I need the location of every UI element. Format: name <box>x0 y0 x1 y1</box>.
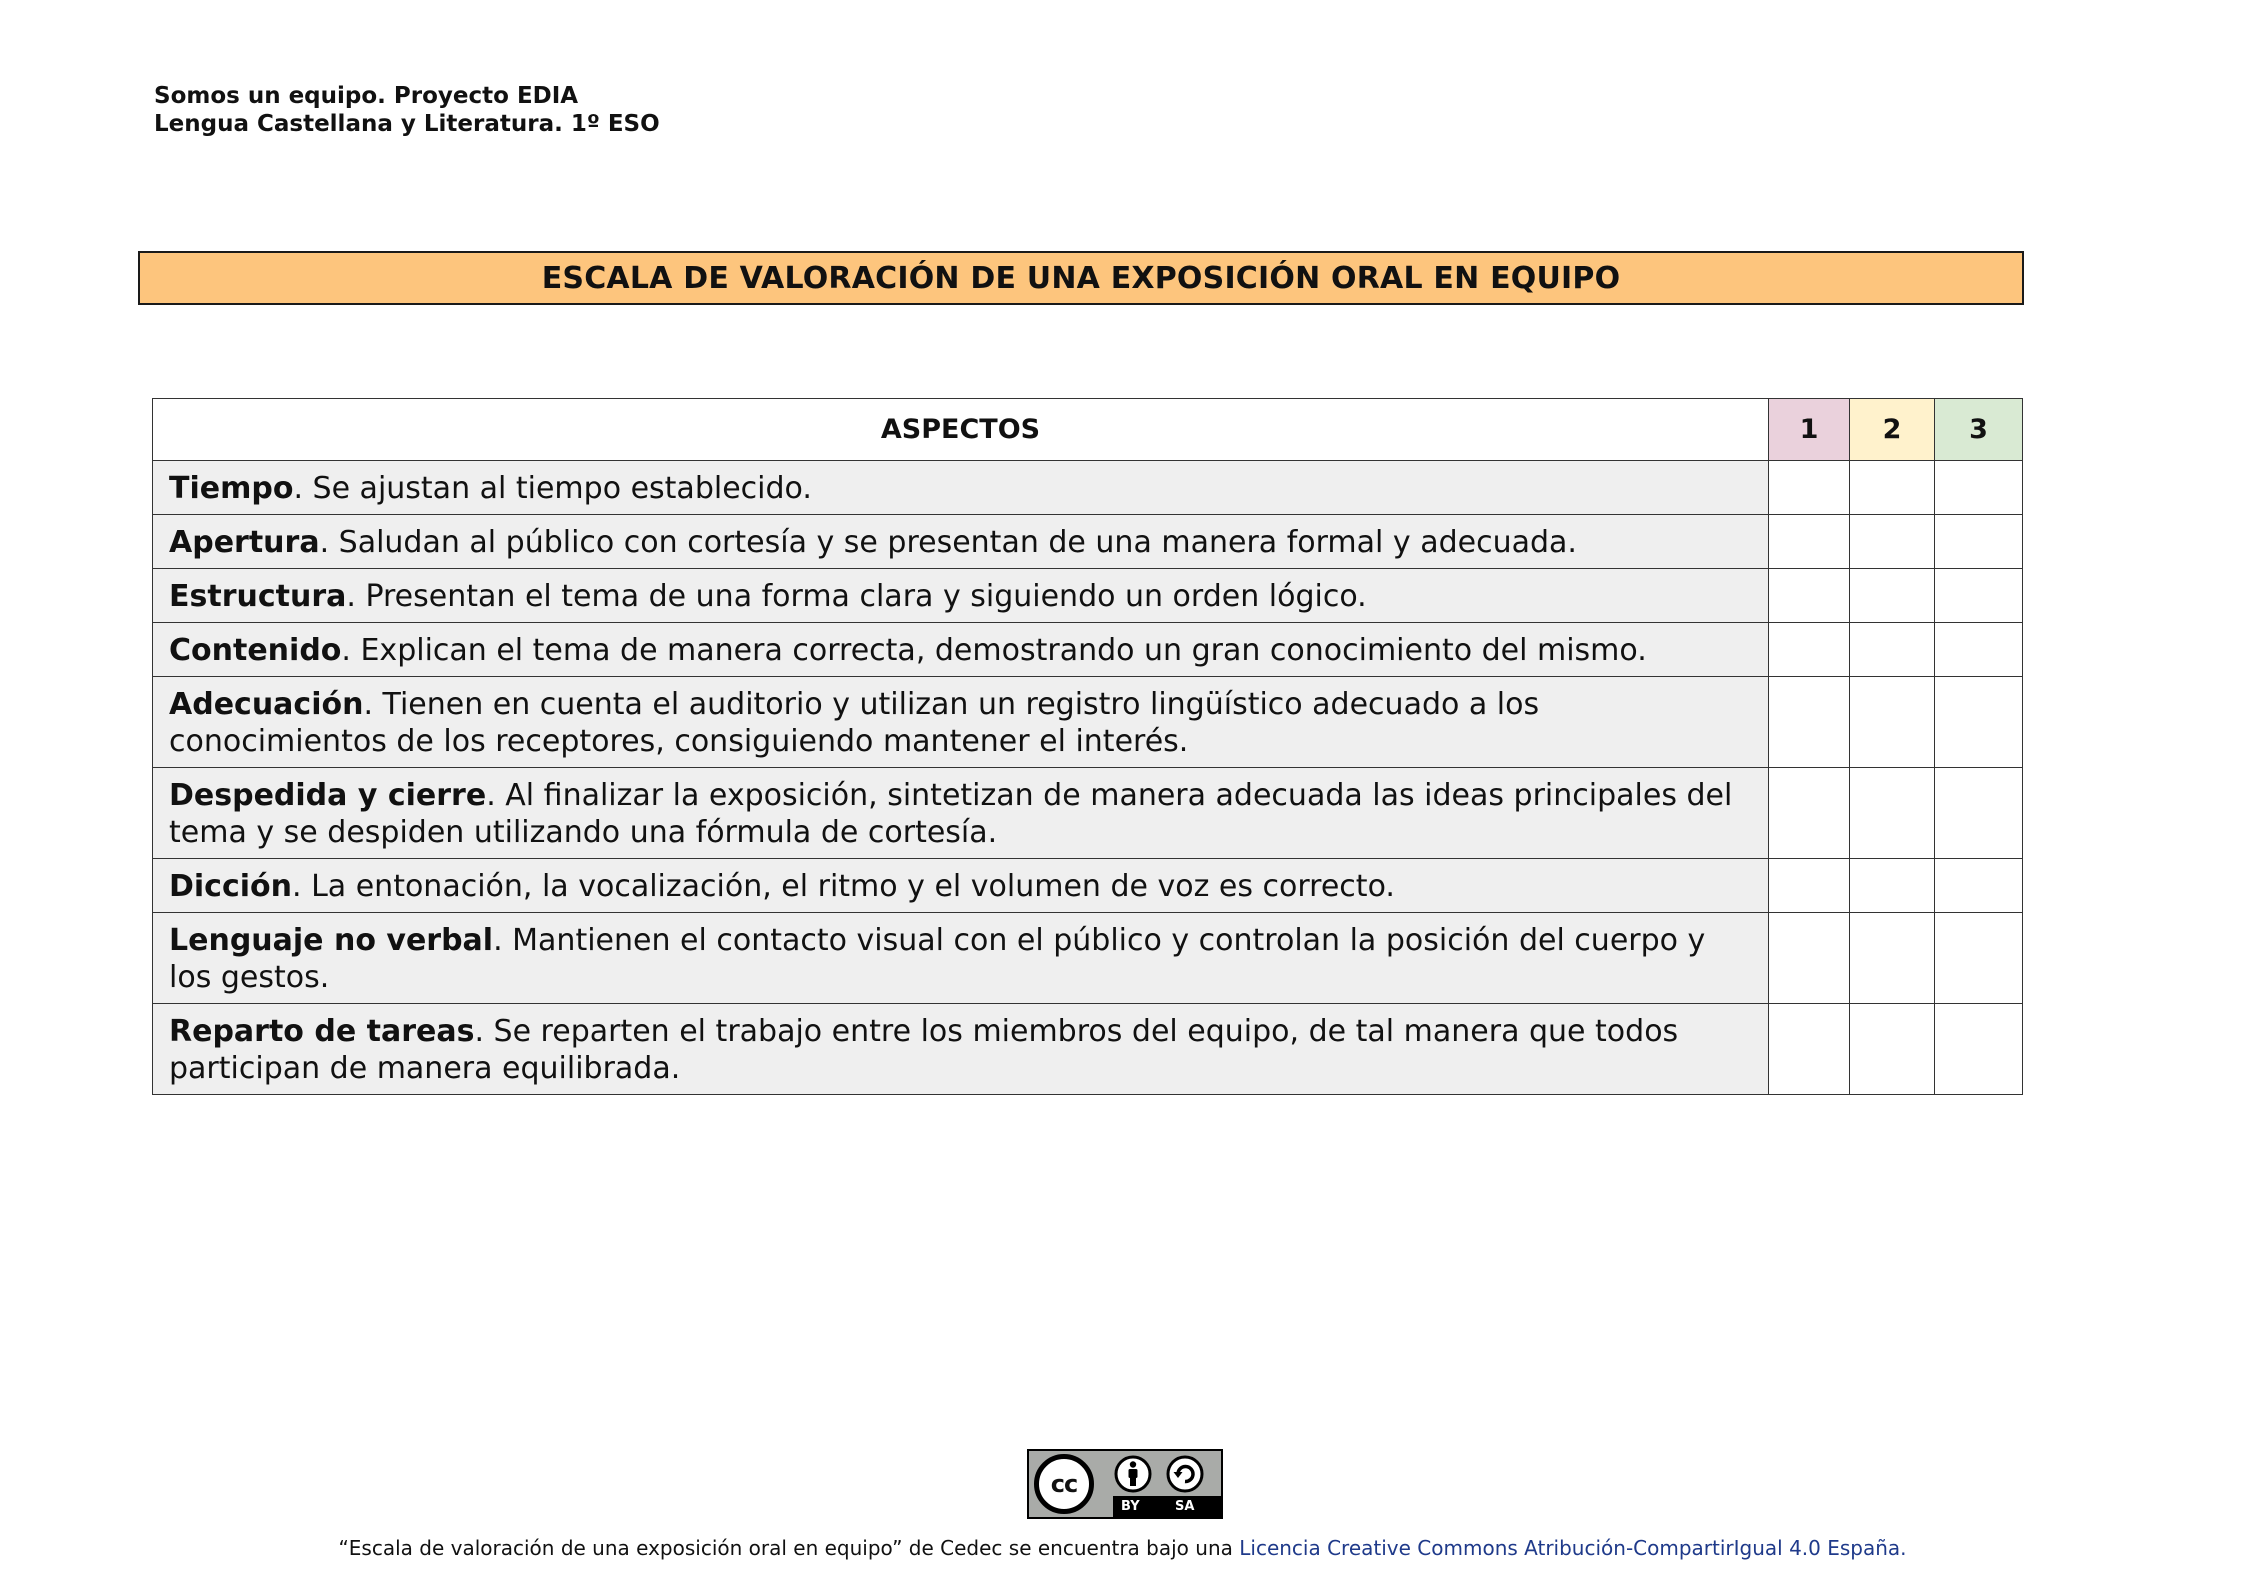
cc-by-label: BY <box>1121 1499 1140 1514</box>
score-cell-3[interactable] <box>1935 569 2023 623</box>
aspect-description: . La entonación, la vocalización, el ritmo y el volumen de voz es correcto. <box>292 868 1395 904</box>
score-cell-3[interactable] <box>1935 623 2023 677</box>
aspect-cell <box>153 859 1769 913</box>
aspect-description: . Explican el tema de manera correcta, demostrando un gran conocimiento del mismo. <box>341 632 1647 668</box>
score-cell-2[interactable] <box>1850 515 1935 569</box>
cc-sa-label: SA <box>1175 1499 1195 1514</box>
aspect-description: . Se ajustan al tiempo establecido. <box>293 470 812 506</box>
aspect-cell <box>153 1004 1769 1095</box>
score-cell-2[interactable] <box>1850 1004 1935 1095</box>
aspect-cell <box>153 515 1769 569</box>
score-cell-3[interactable] <box>1935 1004 2023 1095</box>
table-header-row <box>153 399 2023 461</box>
score-cell-1[interactable] <box>1769 569 1850 623</box>
aspect-name: Tiempo <box>169 470 294 506</box>
aspect-description: . Se reparten el trabajo entre los miembros del equipo, de tal manera que todos participan de manera equilibrada. <box>169 1013 1679 1086</box>
table-row <box>153 569 2023 623</box>
table-row <box>153 1004 2023 1095</box>
table-row <box>153 859 2023 913</box>
score-cell-3[interactable] <box>1935 515 2023 569</box>
aspect-name: Despedida y cierre <box>169 777 487 813</box>
aspect-name: Apertura <box>169 524 320 560</box>
table-row <box>153 461 2023 515</box>
creative-commons-icon-label: cc <box>1050 1470 1078 1498</box>
table-row <box>153 515 2023 569</box>
table-row <box>153 677 2023 768</box>
score-cell-1[interactable] <box>1769 913 1850 1004</box>
score-cell-2[interactable] <box>1850 677 1935 768</box>
aspect-name: Lenguaje no verbal <box>169 922 494 958</box>
document-title-box <box>138 251 2024 305</box>
header-score-2: 2 <box>1850 399 1935 461</box>
score-cell-2[interactable] <box>1850 569 1935 623</box>
license-text: “Escala de valoración de una exposición oral en equipo” de Cedec se encuentra bajo una <box>338 1536 1240 1560</box>
aspect-cell <box>153 677 1769 768</box>
score-cell-1[interactable] <box>1769 1004 1850 1095</box>
aspect-name: Contenido <box>169 632 342 668</box>
aspect-cell <box>153 913 1769 1004</box>
share-alike-icon <box>1165 1454 1205 1494</box>
creative-commons-badge[interactable] <box>1027 1449 1223 1519</box>
score-cell-3[interactable] <box>1935 768 2023 859</box>
header-project-line: Somos un equipo. Proyecto EDIA <box>154 83 579 109</box>
aspect-name: Reparto de tareas <box>169 1013 475 1049</box>
table-row <box>153 913 2023 1004</box>
table-row <box>153 768 2023 859</box>
header-score-3: 3 <box>1935 399 2023 461</box>
aspect-description: . Saludan al público con cortesía y se presentan de una manera formal y adecuada. <box>319 524 1577 560</box>
aspect-name: Dicción <box>169 868 293 904</box>
score-cell-2[interactable] <box>1850 461 1935 515</box>
aspect-description: . Presentan el tema de una forma clara y siguiendo un orden lógico. <box>346 578 1367 614</box>
license-footer <box>0 1535 2245 1561</box>
score-cell-1[interactable] <box>1769 859 1850 913</box>
header-aspectos: ASPECTOS <box>153 399 1769 461</box>
score-cell-2[interactable] <box>1850 623 1935 677</box>
license-link[interactable]: Licencia Creative Commons Atribución-CompartirIgual 4.0 España. <box>1239 1536 1907 1560</box>
score-cell-3[interactable] <box>1935 859 2023 913</box>
score-cell-1[interactable] <box>1769 515 1850 569</box>
score-cell-1[interactable] <box>1769 623 1850 677</box>
aspect-name: Adecuación <box>169 686 364 722</box>
document-title: ESCALA DE VALORACIÓN DE UNA EXPOSICIÓN ORAL EN EQUIPO <box>541 260 1621 296</box>
score-cell-2[interactable] <box>1850 913 1935 1004</box>
score-cell-1[interactable] <box>1769 461 1850 515</box>
score-cell-3[interactable] <box>1935 913 2023 1004</box>
aspect-description: . Al finalizar la exposición, sintetizan de manera adecuada las ideas principales del tema y se despiden utilizando una fórmula de cortesía. <box>169 777 1733 850</box>
table-row <box>153 623 2023 677</box>
aspect-description: . Mantienen el contacto visual con el público y controlan la posición del cuerpo y los gestos. <box>169 922 1706 995</box>
aspect-cell <box>153 623 1769 677</box>
creative-commons-icon <box>1034 1454 1094 1514</box>
header-score-1: 1 <box>1769 399 1850 461</box>
score-cell-1[interactable] <box>1769 768 1850 859</box>
aspect-cell <box>153 569 1769 623</box>
aspect-cell <box>153 768 1769 859</box>
aspect-description: . Tienen en cuenta el auditorio y utilizan un registro lingüístico adecuado a los conocimientos de los receptores, consiguiendo mantener el interés. <box>169 686 1540 759</box>
header-subject-line: Lengua Castellana y Literatura. 1º ESO <box>154 111 660 137</box>
score-cell-3[interactable] <box>1935 677 2023 768</box>
score-cell-2[interactable] <box>1850 859 1935 913</box>
score-cell-3[interactable] <box>1935 461 2023 515</box>
attribution-person-icon <box>1113 1454 1153 1494</box>
score-cell-1[interactable] <box>1769 677 1850 768</box>
score-cell-2[interactable] <box>1850 768 1935 859</box>
aspect-cell <box>153 461 1769 515</box>
aspect-name: Estructura <box>169 578 347 614</box>
rubric-table <box>152 398 2023 1095</box>
